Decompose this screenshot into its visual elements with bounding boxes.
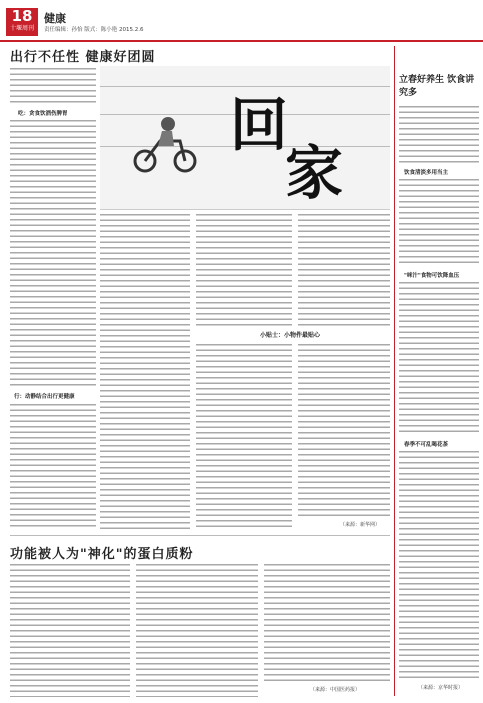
side-subhead-taste: "咪汁"食物可饮降血压: [404, 273, 460, 279]
top-subhead-eat: 吃：贪食饮酒伤脾胃: [18, 111, 68, 117]
page-number: 18: [11, 7, 33, 25]
tips-heading: 小贴士：小物件最贴心: [259, 332, 320, 339]
top-col4b-text: [298, 342, 390, 518]
page-number-badge: [6, 8, 38, 36]
top-col4-text: [298, 212, 390, 326]
motorcycle-icon: [130, 106, 200, 176]
column-rule: [394, 46, 395, 696]
bottom-col1-text: [10, 562, 130, 697]
bottom-col3-text: [264, 562, 390, 682]
side-credit: （来源：京华时报）: [418, 685, 464, 691]
top-credit: （来源：新华网）: [340, 522, 381, 528]
side-col-text2: [399, 280, 479, 436]
top-col1b-text: [10, 402, 96, 530]
top-subhead-travel: 行：动静结合出行更健康: [14, 394, 75, 400]
photo-char-jia: 家: [285, 139, 344, 207]
section-name: 健康: [44, 12, 66, 25]
page-header: [0, 0, 483, 40]
side-subhead-light: 饮食清淡多用当主: [404, 170, 449, 176]
top-lead-text: [10, 66, 96, 106]
homecoming-photo: [100, 66, 390, 210]
top-col1-text: [10, 118, 96, 388]
side-subhead-tea: 春季不可乱喝花茶: [404, 442, 449, 448]
section-divider: [10, 535, 390, 536]
bottom-col2-text: [136, 562, 258, 697]
side-col-text3: [399, 449, 479, 679]
header-rule: [0, 40, 483, 42]
top-headline: 出行不任性 健康好团圆: [10, 50, 156, 65]
photo-char-hui: 回: [230, 91, 289, 159]
brand-name: 十堰周刊: [9, 25, 34, 32]
bottom-headline: 功能被人为"神化"的蛋白质粉: [10, 547, 194, 562]
side-headline: 立春好养生 饮食讲究多: [399, 75, 475, 98]
bottom-credit: （来源：中国医药报）: [310, 687, 361, 693]
side-col-text1: [399, 177, 479, 267]
editors-line: 责任编辑：孙怡 版式：陈小艳 2015.2.6: [44, 27, 144, 33]
top-col2-text: [100, 212, 190, 530]
side-lead-text: [399, 104, 479, 164]
top-col3-text: [196, 212, 292, 326]
top-col3b-text: [196, 342, 292, 530]
